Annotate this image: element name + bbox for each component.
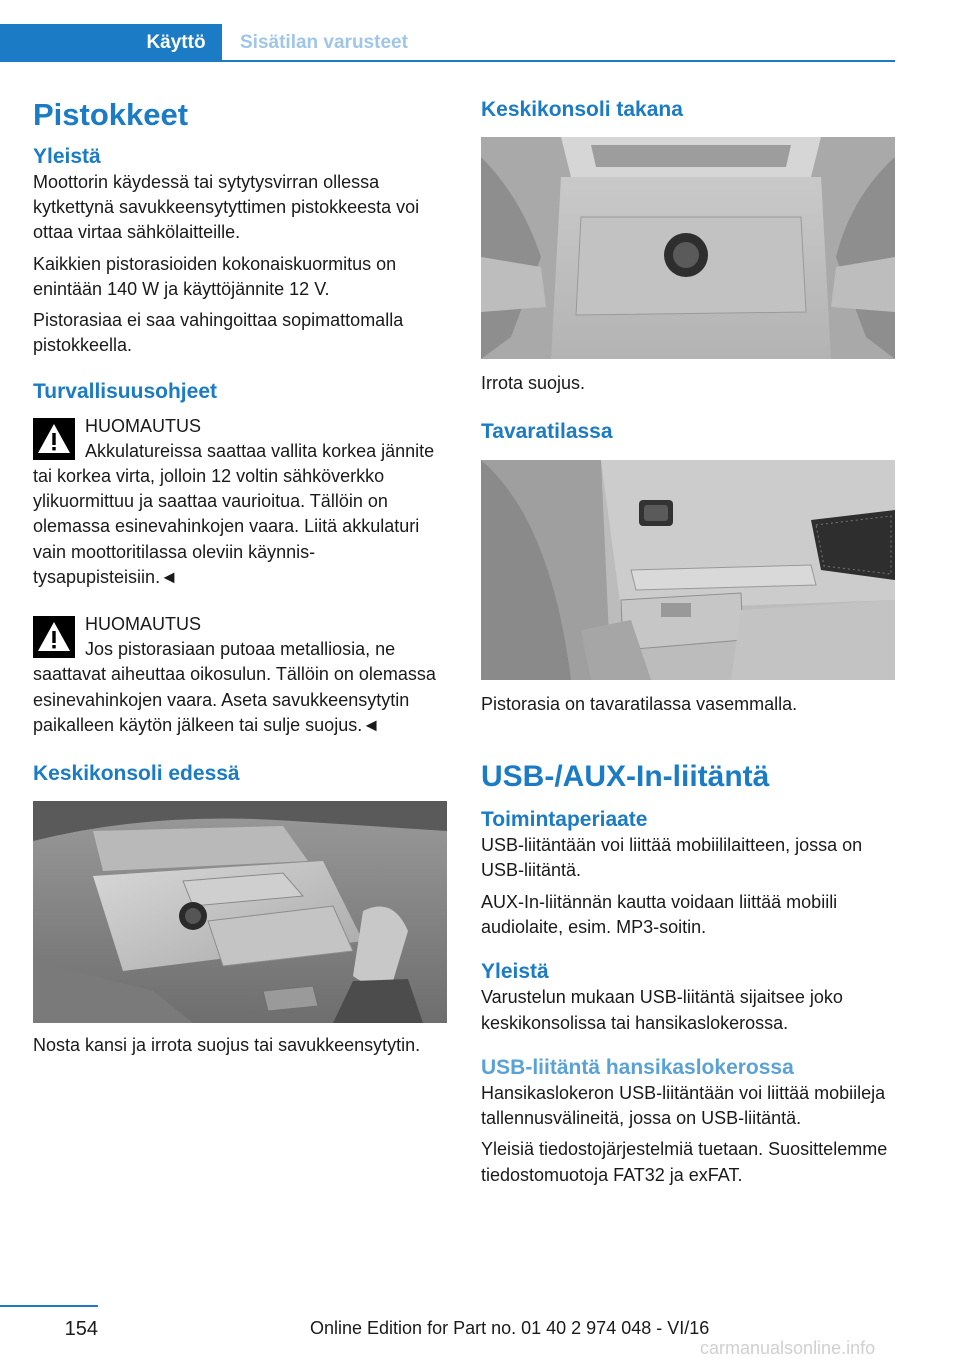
header-rule bbox=[222, 60, 895, 62]
page-number: 154 bbox=[64, 1318, 98, 1340]
section-heading-principle: Toimintaperiaate bbox=[481, 807, 648, 831]
warning-label-2: HUOMAUTUS bbox=[85, 613, 201, 634]
glovebox-paragraph-2: Yleisiä tiedostojärjestelmiä tuetaan. Suosittelemme tiedostomuotoja FAT32 ja exFAT. bbox=[481, 1139, 888, 1185]
rear-console-photo bbox=[481, 137, 895, 359]
section-heading-safety: Turvallisuusohjeet bbox=[33, 380, 217, 404]
front-console-photo bbox=[33, 801, 447, 1023]
section-heading-general: Yleistä bbox=[33, 144, 101, 168]
page-title: Pistokkeet bbox=[33, 97, 189, 132]
section-heading-glovebox: USB-liitäntä hansikaslokerossa bbox=[481, 1055, 794, 1079]
principle-paragraph-1: USB-liitäntään voi liittää mobiililaitteen, jossa on USB-liitäntä. bbox=[481, 835, 863, 881]
trunk-caption: Pistorasia on tavaratilassa vasemmalla. bbox=[481, 693, 798, 714]
header-tab-section[interactable]: Sisätilan varusteet bbox=[240, 32, 408, 53]
warning-triangle-icon bbox=[33, 616, 75, 658]
right-column bbox=[481, 96, 895, 1194]
warning-text-2: Jos pistorasiaan putoaa metalliosia, ne saattavat aiheuttaa oikosulun. Tällöin on olemassa esinevahinkojen vaara. Aseta savukkeensytytin paikalleen käytön jälkeen tai sulje suojus.◄ bbox=[33, 639, 436, 735]
principle-paragraph-2: AUX-In-liitännän kautta voidaan liittää mobiili audiolaite, esim. MP3-soitin. bbox=[481, 891, 838, 937]
usb-section-title: USB-/AUX-In-liitäntä bbox=[481, 759, 770, 793]
glovebox-paragraph-1: Hansikaslokeron USB-liitäntään voi liittää mobiileja tallennusvälineitä, jossa on USB-liitäntä. bbox=[481, 1082, 886, 1129]
footer-rule bbox=[0, 1305, 98, 1307]
general-paragraph-2: Kaikkien pistorasioiden kokonaiskuormitus on enintään 140 W ja käyttöjännite 12 V. bbox=[33, 253, 397, 299]
section-heading-usb-general: Yleistä bbox=[481, 960, 549, 984]
warning-block-2 bbox=[33, 612, 447, 738]
warning-triangle-icon bbox=[33, 418, 75, 460]
section-heading-rear-console: Keskikonsoli takana bbox=[481, 98, 683, 121]
section-heading-trunk: Tavaratilassa bbox=[481, 420, 613, 444]
warning-label-1: HUOMAUTUS bbox=[85, 415, 201, 436]
general-paragraph-3: Pistorasiaa ei saa vahingoittaa sopimattomalla pistokkeella. bbox=[33, 309, 404, 356]
usb-general-paragraph: Varustelun mukaan USB-liitäntä sijaitsee joko keskikonsolissa tai hansikaslokerossa. bbox=[481, 987, 843, 1033]
footer-watermark: carmanualsonline.info bbox=[700, 1338, 876, 1358]
left-column bbox=[33, 96, 447, 1064]
trunk-photo bbox=[481, 460, 895, 680]
front-console-caption: Nosta kansi ja irrota suojus tai savukkeensytytin. bbox=[33, 1035, 421, 1056]
warning-text-1: Akkulatureissa saattaa vallita korkea jännite tai korkea virta, jolloin 12 voltin sähköverkko ylikuormittuu ja saattaa vaurioitua. Tällöin on olemassa esinevahinkojen vaara. Liitä akkulaturi vain moottoritilassa oleviin käynnistysapupisteisiin.◄ bbox=[33, 440, 435, 587]
section-heading-front-console: Keskikonsoli edessä bbox=[33, 761, 240, 785]
footer-edition: Online Edition for Part no. 01 40 2 974 048 - VI/16 bbox=[310, 1318, 710, 1338]
warning-block-1 bbox=[33, 414, 447, 590]
general-paragraph-1: Moottorin käydessä tai sytytysvirran ollessa kytkettynä savukkeensytyttimen pistokkeesta voi ottaa virtaa sähkölaitteille. bbox=[33, 172, 420, 243]
header-tab-active[interactable]: Käyttö bbox=[146, 32, 206, 53]
rear-console-caption: Irrota suojus. bbox=[481, 373, 586, 394]
